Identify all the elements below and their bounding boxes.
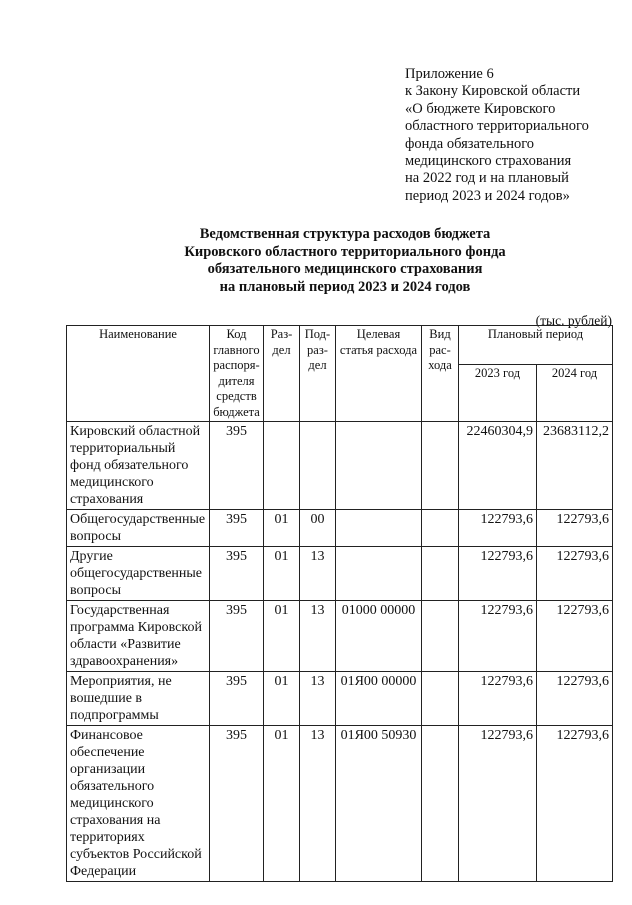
appendix-line: к Закону Кировской области <box>405 83 581 100</box>
cell-code: 395 <box>210 601 264 672</box>
cell-target <box>336 422 422 510</box>
cell-section: 01 <box>264 726 300 882</box>
cell-type <box>422 510 459 547</box>
header-section: Раз-дел <box>264 326 300 422</box>
cell-2024: 122793,6 <box>537 510 613 547</box>
header-code: Код главного распоря-дителя средств бюджета <box>210 326 264 422</box>
cell-2024: 122793,6 <box>537 601 613 672</box>
cell-target: 01Я00 00000 <box>336 672 422 726</box>
cell-section: 01 <box>264 510 300 547</box>
appendix-line: период 2023 и 2024 годов» <box>405 187 570 204</box>
cell-type <box>422 726 459 882</box>
appendix-line: «О бюджете Кировского <box>405 100 556 117</box>
cell-2023: 122793,6 <box>459 547 537 601</box>
header-type: Вид рас-хода <box>422 326 459 422</box>
cell-subsection: 13 <box>300 547 336 601</box>
cell-subsection: 13 <box>300 601 336 672</box>
appendix-note <box>405 66 625 205</box>
cell-2024: 122793,6 <box>537 672 613 726</box>
cell-code: 395 <box>210 510 264 547</box>
title-line: обязательного медицинского страхования <box>207 261 483 278</box>
cell-section <box>264 422 300 510</box>
cell-code: 395 <box>210 547 264 601</box>
cell-name: Финансовое обеспечение организации обязательного медицинского страхования на территориях субъектов Российской Федерации <box>67 726 210 882</box>
cell-2024: 122793,6 <box>537 726 613 882</box>
cell-name: Другие общегосударственные вопросы <box>67 547 210 601</box>
cell-2023: 22460304,9 <box>459 422 537 510</box>
table-row <box>67 547 613 601</box>
cell-subsection: 13 <box>300 672 336 726</box>
cell-target: 01000 00000 <box>336 601 422 672</box>
appendix-line: Приложение 6 <box>405 66 494 82</box>
appendix-line: областного территориального <box>405 118 589 135</box>
header-row <box>67 326 613 365</box>
header-name: Наименование <box>67 326 210 422</box>
appendix-line: на 2022 год и на плановый <box>405 170 569 187</box>
header-subsection: Под-раз-дел <box>300 326 336 422</box>
cell-subsection: 13 <box>300 726 336 882</box>
cell-subsection: 00 <box>300 510 336 547</box>
cell-name: Кировский областной территориальный фонд обязательного медицинского страхования <box>67 422 210 510</box>
cell-2023: 122793,6 <box>459 672 537 726</box>
cell-subsection <box>300 422 336 510</box>
cell-name: Мероприятия, не вошедшие в подпрограммы <box>67 672 210 726</box>
header-2024: 2024 год <box>537 365 613 422</box>
cell-target <box>336 510 422 547</box>
cell-type <box>422 672 459 726</box>
header-target: Целевая статья расхода <box>336 326 422 422</box>
document-title <box>100 226 590 296</box>
cell-name: Государственная программа Кировской области «Развитие здравоохранения» <box>67 601 210 672</box>
units-label: (тыс. рублей) <box>535 313 612 328</box>
cell-type <box>422 422 459 510</box>
table-row <box>67 510 613 547</box>
table-row <box>67 601 613 672</box>
table-row <box>67 422 613 510</box>
cell-2023: 122793,6 <box>459 601 537 672</box>
cell-2023: 122793,6 <box>459 510 537 547</box>
cell-target: 01Я00 50930 <box>336 726 422 882</box>
cell-code: 395 <box>210 672 264 726</box>
cell-section: 01 <box>264 547 300 601</box>
title-line: на плановый период 2023 и 2024 годов <box>219 278 471 295</box>
cell-2024: 23683112,2 <box>537 422 613 510</box>
expenditure-table <box>66 325 613 882</box>
cell-section: 01 <box>264 601 300 672</box>
table-row <box>67 726 613 882</box>
appendix-line: медицинского страхования <box>405 153 572 170</box>
cell-name: Общегосударственные вопросы <box>67 510 210 547</box>
cell-2023: 122793,6 <box>459 726 537 882</box>
header-planned-period: Плановый период <box>459 326 613 365</box>
title-line: Ведомственная структура расходов бюджета <box>199 226 491 242</box>
cell-type <box>422 547 459 601</box>
cell-code: 395 <box>210 726 264 882</box>
table-row <box>67 672 613 726</box>
cell-code: 395 <box>210 422 264 510</box>
header-2023: 2023 год <box>459 365 537 422</box>
cell-target <box>336 547 422 601</box>
title-line: Кировского областного территориального фонда <box>184 243 506 260</box>
appendix-line: фонда обязательного <box>405 135 535 152</box>
cell-2024: 122793,6 <box>537 547 613 601</box>
cell-type <box>422 601 459 672</box>
cell-section: 01 <box>264 672 300 726</box>
